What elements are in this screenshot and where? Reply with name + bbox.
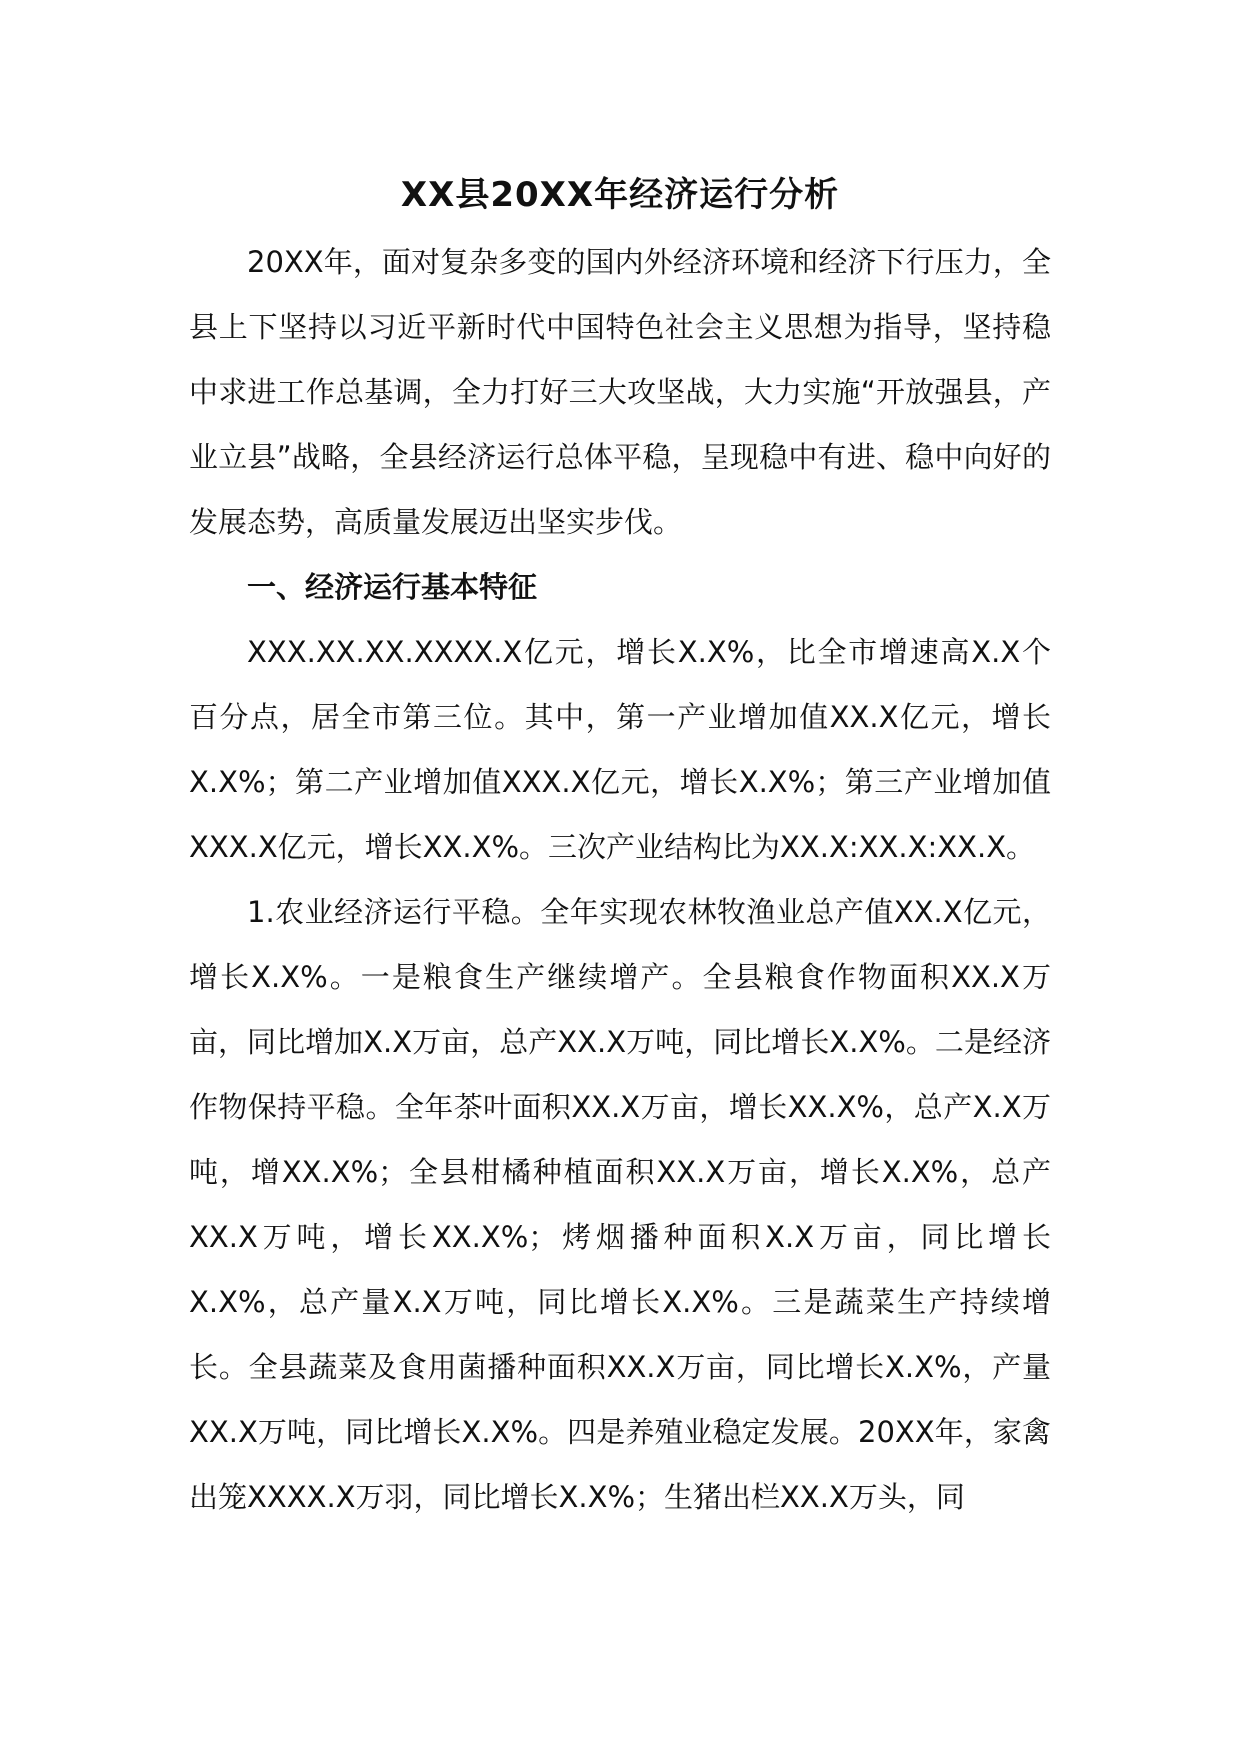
document-content (189, 230, 1051, 1530)
section-heading: 一、经济运行基本特征 (247, 570, 538, 604)
economy-overview-paragraph: XXX.XX.XX.XXXX.X亿元，增长X.X%，比全市增速高X.X个百分点，居全市第三位。其中，第一产业增加值XX.X亿元，增长X.X%；第二产业增加值XXX.X亿元，增长X.X%；第三产业增加值XXX.X亿元，增长XX.X%。三次产业结构比为XX.X:XX.X:XX.X。 (189, 635, 1051, 864)
agriculture-paragraph: 1.农业经济运行平稳。全年实现农林牧渔业总产值XX.X亿元，增长X.X%。一是粮食生产继续增产。全县粮食作物面积XX.X万亩，同比增加X.X万亩，总产XX.X万吨，同比增长X.X%。二是经济作物保持平稳。全年茶叶面积XX.X万亩，增长XX.X%，总产X.X万吨，增XX.X%；全县柑橘种植面积XX.X万亩，增长X.X%，总产XX.X万吨，增长XX.X%；烤烟播种面积X.X万亩，同比增长X.X%，总产量X.X万吨，同比增长X.X%。三是蔬菜生产持续增长。全县蔬菜及食用菌播种面积XX.X万亩，同比增长X.X%，产量XX.X万吨，同比增长X.X%。四是养殖业稳定发展。20XX年，家禽出笼XXXX.X万羽，同比增长X.X%；生猪出栏XX.X万头，同 (189, 895, 1051, 1514)
document-title: XX县20XX年经济运行分析 (400, 175, 840, 215)
intro-paragraph: 20XX年，面对复杂多变的国内外经济环境和经济下行压力，全县上下坚持以习近平新时代中国特色社会主义思想为指导，坚持稳中求进工作总基调，全力打好三大攻坚战，大力实施“开放强县，产业立县”战略，全县经济运行总体平稳，呈现稳中有进、稳中向好的发展态势，高质量发展迈出坚实步伐。 (189, 245, 1051, 539)
